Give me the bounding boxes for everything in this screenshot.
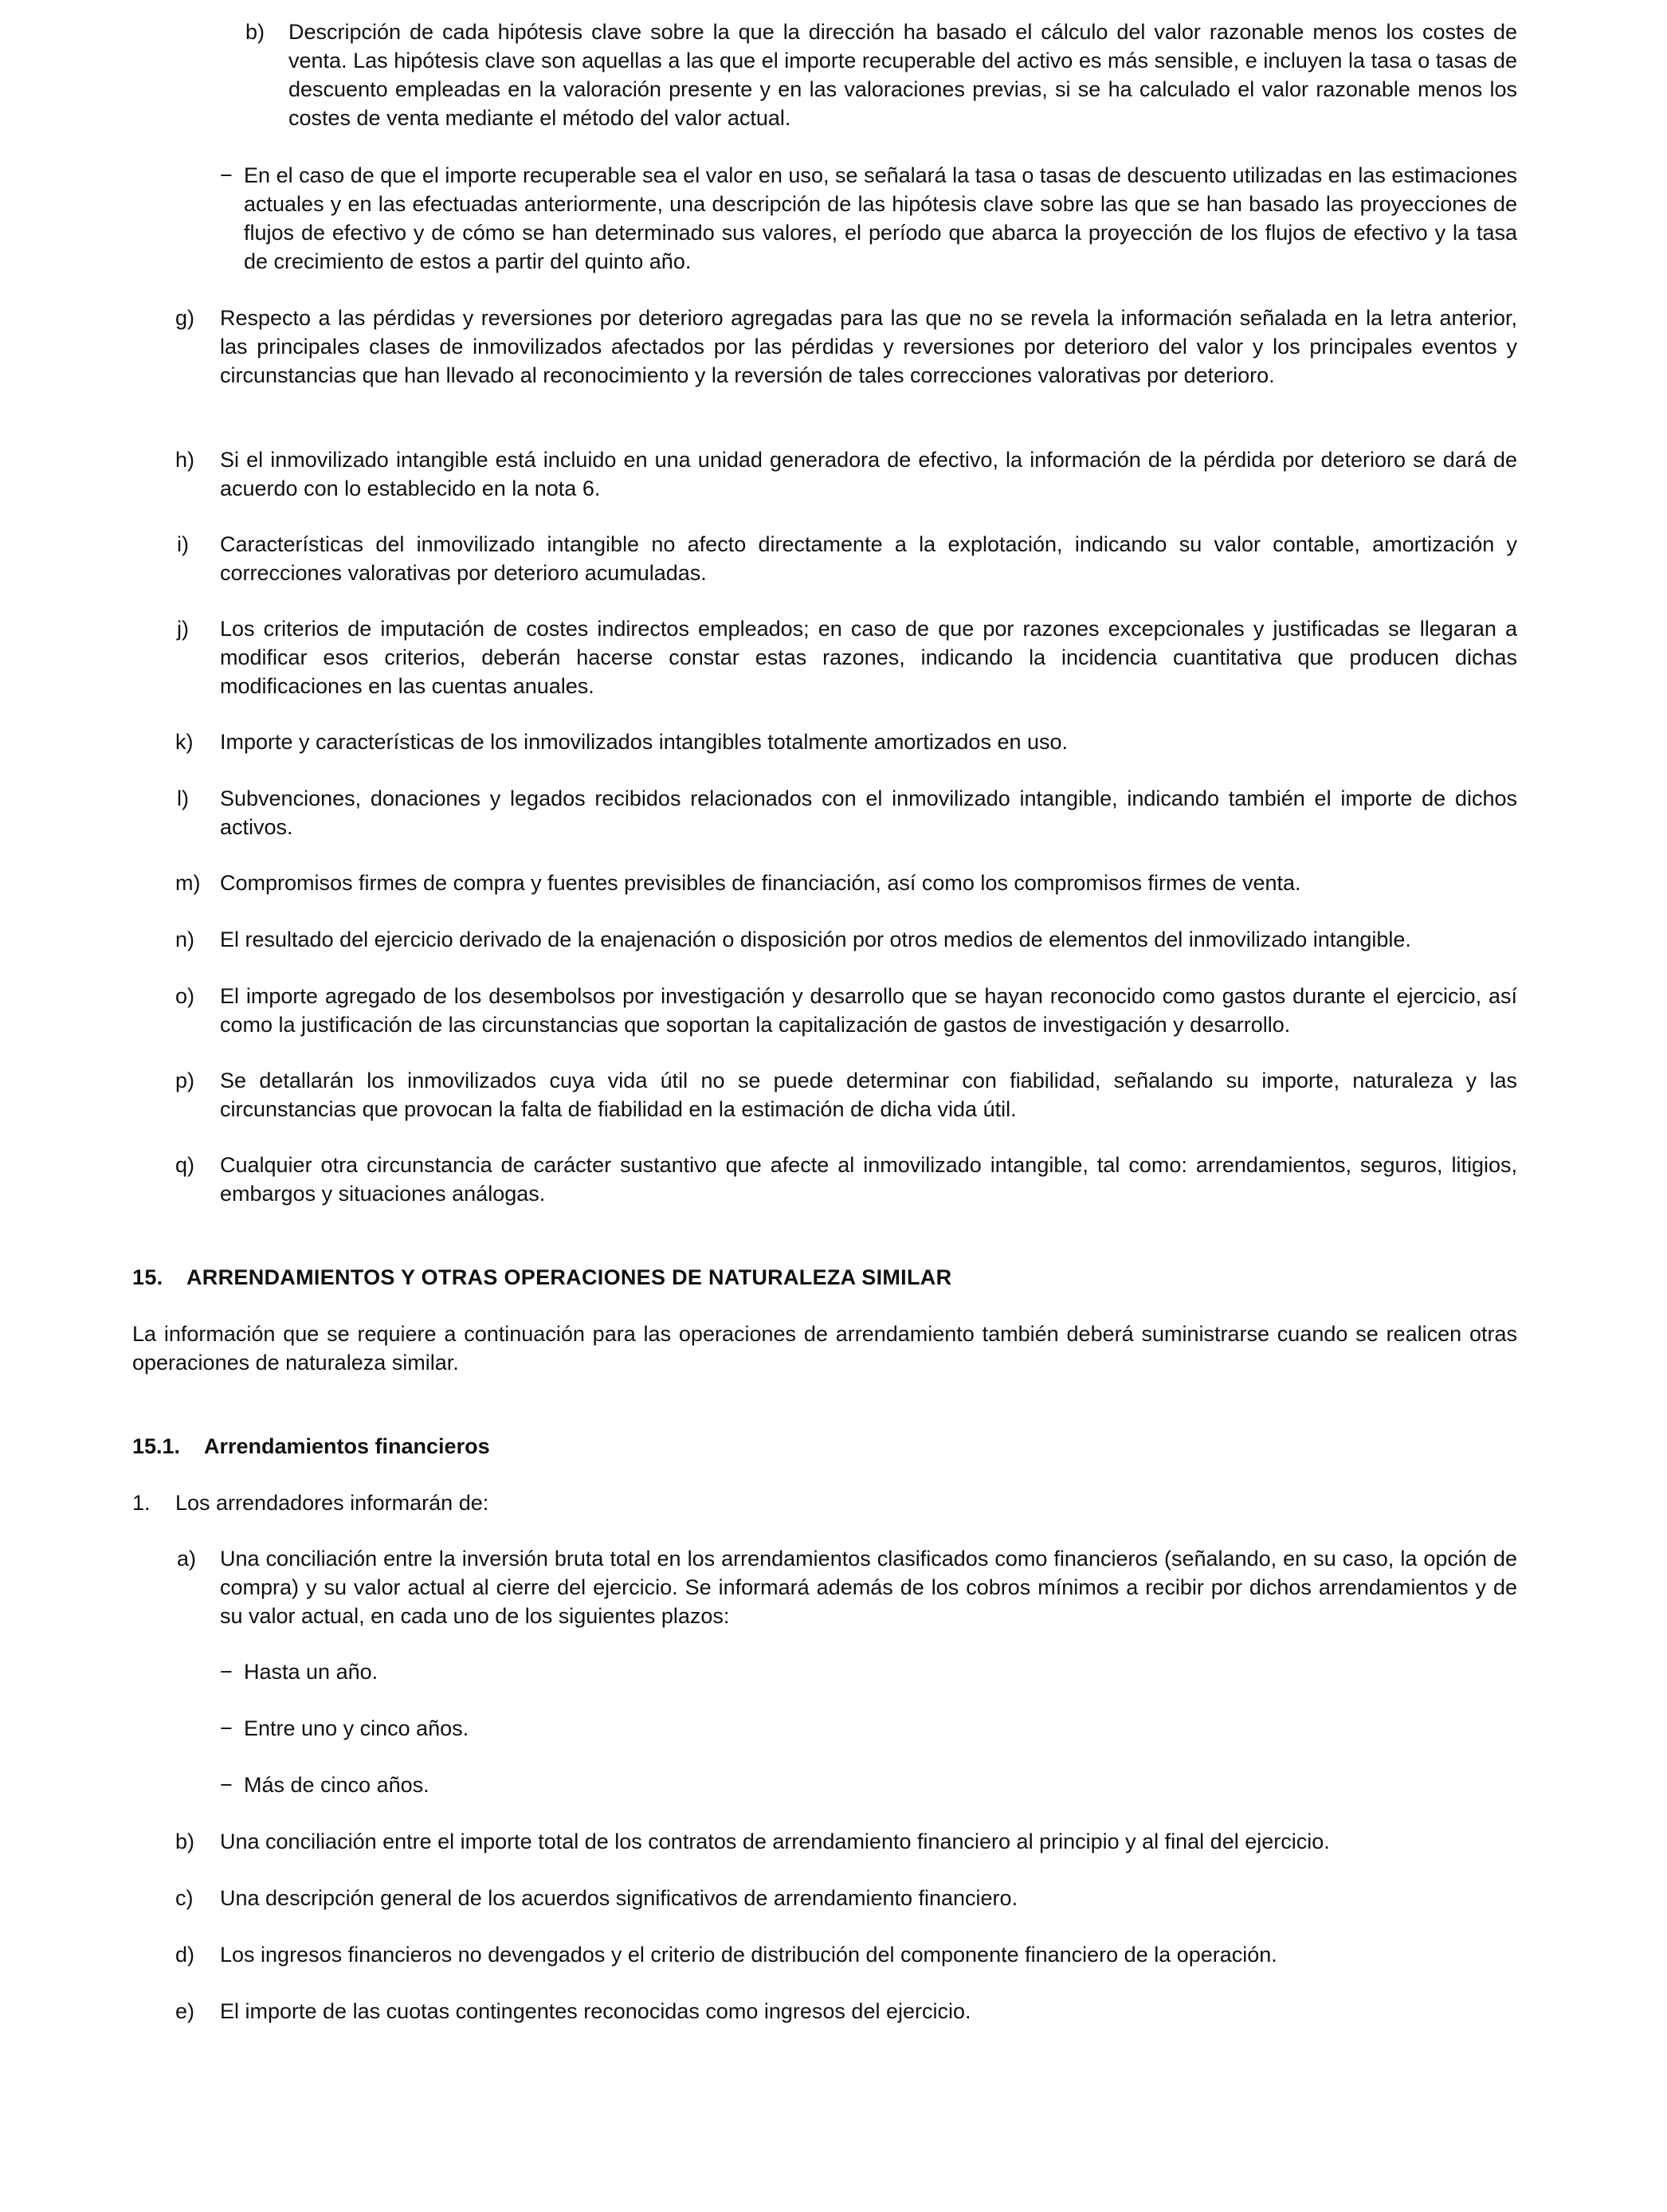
dash-bullet: − — [220, 1660, 233, 1684]
dash-item-text: Más de cinco años. — [244, 1773, 429, 1797]
list-item-text: Importe y características de los inmovilizados intangibles totalmente amortizados en uso. — [220, 730, 1069, 754]
section-title: ARRENDAMIENTOS Y OTRAS OPERACIONES DE NATURALEZA SIMILAR — [186, 1265, 952, 1289]
list-item-c — [175, 1884, 1517, 1912]
list-item-label: o) — [175, 984, 195, 1008]
list-item-k — [175, 728, 1517, 756]
list-item-label: i) — [177, 532, 189, 556]
list-item-text: Compromisos firmes de compra y fuentes previsibles de financiación, así como los compromisos firmes de venta. — [220, 871, 1301, 895]
list-item-b — [244, 18, 1517, 132]
dash-bullet: − — [220, 1773, 233, 1797]
list-item-d — [175, 1940, 1517, 1969]
list-item-label: l) — [177, 786, 189, 810]
list-item-label: g) — [175, 306, 195, 330]
list-item-n — [175, 925, 1517, 954]
list-item-text: Si el inmovilizado intangible está incluido en una unidad generadora de efectivo, la información de la pérdida por deterioro se dará de acuerdo con lo establecido en la nota 6. — [220, 448, 1517, 500]
list-item-label: b) — [175, 1830, 195, 1853]
dash-item-text: Entre uno y cinco años. — [244, 1716, 469, 1740]
section-15-1-heading — [132, 1432, 1517, 1461]
list-item-l — [175, 784, 1517, 841]
dash-item-text: En el caso de que el importe recuperable sea el valor en uso, se señalará la tasa o tasas de descuento utilizadas en las estimaciones actuales y en las efectuadas anteriormente, una descripción de las hipótesis clave sobre las que se han basado las proyecciones de flujos de efectivo y de cómo se han determinado sus valores, el período que abarca la proyección de los flujos de efectivo y la tasa de crecimiento de estos a partir del quinto año. — [244, 163, 1517, 273]
list-item-text: Descripción de cada hipótesis clave sobre la que la dirección ha basado el cálculo del valor razonable menos los costes de venta. Las hipótesis clave son aquellas a las que el importe recuperable del activo es más sensible, e incluyen la tasa o tasas de descuento empleadas en la valoración presente y en las valoraciones previas, si se ha calculado el valor razonable menos los costes de venta mediante el método del valor actual. — [288, 20, 1517, 130]
subsection-heading — [132, 1432, 1517, 1461]
list-item-text: Una conciliación entre la inversión bruta total en los arrendamientos clasificados como financieros (señalando, en su caso, la opción de compra) y su valor actual al cierre del ejercicio. Se informará además de los cobros mínimos a recibir por dichos arrendamientos y de su valor actual, en cada uno de los siguientes plazos: — [220, 1547, 1517, 1628]
list-item-text: Se detallarán los inmovilizados cuya vida útil no se puede determinar con fiabilidad, señalando su importe, naturaleza y las circunstancias que provocan la falta de fiabilidad en la estimación de dicha vida útil. — [220, 1069, 1517, 1121]
dash-bullet: − — [220, 1716, 233, 1740]
numbered-item-label: 1. — [132, 1491, 151, 1515]
list-item-text: Los criterios de imputación de costes indirectos empleados; en caso de que por razones excepcionales y justificadas se llegaran a modificar esos criterios, deberán hacerse constar estas razones, indicando la incidencia cuantitativa que producen dichas modificaciones en las cuentas anuales. — [220, 617, 1517, 698]
list-item-g — [175, 304, 1517, 390]
list-item-o — [175, 982, 1517, 1039]
list-item-a — [175, 1544, 1517, 1630]
dash-item-text: Hasta un año. — [244, 1660, 379, 1684]
list-item-text: Cualquier otra circunstancia de carácter sustantivo que afecte al inmovilizado intangible, tal como: arrendamientos, seguros, litigios, embargos y situaciones análogas. — [220, 1153, 1517, 1206]
list-item-j — [175, 614, 1517, 700]
section-15-intro — [132, 1320, 1517, 1377]
list-item-label: d) — [175, 1943, 195, 1967]
section-number: 15. — [132, 1265, 163, 1289]
list-item-label: p) — [175, 1069, 195, 1092]
list-item-i — [175, 530, 1517, 587]
list-item-label: b) — [245, 20, 265, 44]
list-item-text: Respecto a las pérdidas y reversiones por deterioro agregadas para las que no se revela la información señalada en la letra anterior, las principales clases de inmovilizados afectados por las pérdidas y reversiones por deterioro del valor y los principales eventos y circunstancias que han llevado al reconocimiento y la reversión de tales correcciones valorativas por deterioro. — [220, 306, 1517, 387]
list-item-h — [175, 445, 1517, 503]
list-item-label: h) — [175, 448, 195, 472]
list-item-text: Una descripción general de los acuerdos significativos de arrendamiento financiero. — [220, 1886, 1018, 1910]
list-item-text: El importe de las cuotas contingentes reconocidas como ingresos del ejercicio. — [220, 1999, 971, 2023]
list-item-label: a) — [177, 1547, 197, 1571]
section-heading — [132, 1263, 1517, 1292]
list-item-p — [175, 1066, 1517, 1124]
list-item-text: Una conciliación entre el importe total de los contratos de arrendamiento financiero al principio y al final del ejercicio. — [220, 1830, 1330, 1853]
list-item-text: El resultado del ejercicio derivado de la enajenación o disposición por otros medios de elementos del inmovilizado intangible. — [220, 928, 1411, 951]
list-item-text: Los ingresos financieros no devengados y el criterio de distribución del componente financiero de la operación. — [220, 1943, 1277, 1967]
list-item-label: q) — [175, 1153, 195, 1177]
section-15-heading — [132, 1263, 1517, 1292]
list-item-q — [175, 1151, 1517, 1208]
section-intro-text: La información que se requiere a continuación para las operaciones de arrendamiento también deberá suministrarse cuando se realicen otras operaciones de naturaleza similar. — [132, 1322, 1517, 1375]
dash-item-plazo — [220, 1714, 1017, 1743]
subsection-number: 15.1. — [132, 1434, 181, 1458]
list-item-text: Características del inmovilizado intangible no afecto directamente a la explotación, indicando su valor contable, amortización y correcciones valorativas por deterioro acumuladas. — [220, 532, 1517, 585]
list-item-text: El importe agregado de los desembolsos por investigación y desarrollo que se hayan reconocido como gastos durante el ejercicio, así como la justificación de las circunstancias que soportan la capitalización de gastos de investigación y desarrollo. — [220, 984, 1517, 1037]
list-item-label: k) — [175, 730, 194, 754]
dash-item-plazo — [220, 1771, 1017, 1799]
subsection-title: Arrendamientos financieros — [204, 1434, 490, 1458]
dash-bullet: − — [220, 163, 233, 187]
list-item-label: e) — [175, 1999, 195, 2023]
numbered-item-text: Los arrendadores informarán de: — [175, 1491, 489, 1515]
list-item-label: c) — [175, 1886, 194, 1910]
list-item-label: m) — [175, 871, 201, 895]
list-item-text: Subvenciones, donaciones y legados recibidos relacionados con el inmovilizado intangible, indicando también el importe de dichos activos. — [220, 786, 1517, 839]
list-item-e — [175, 1997, 1517, 2026]
list-item-label: n) — [175, 928, 195, 951]
list-item-m — [175, 869, 1517, 897]
list-item-b-15-1 — [175, 1827, 1517, 1856]
dash-item-plazo — [220, 1657, 1017, 1686]
dash-item-valor-en-uso — [220, 161, 1517, 276]
list-item-label: j) — [177, 617, 189, 641]
numbered-item-1 — [132, 1488, 1517, 1517]
